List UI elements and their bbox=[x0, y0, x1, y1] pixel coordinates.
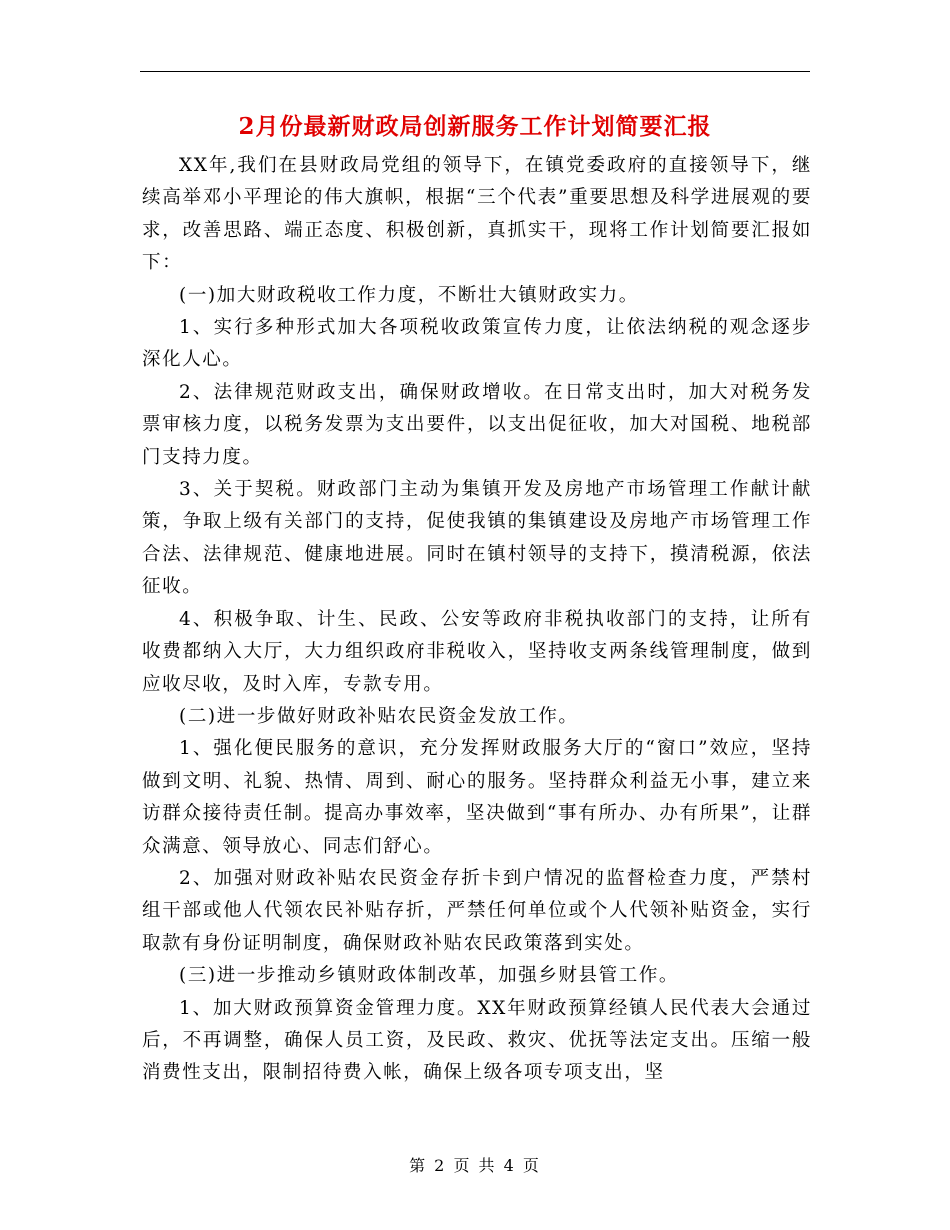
page-footer: 第 2 页 共 4 页 bbox=[409, 1156, 541, 1175]
section-heading-1: (一)加大财政税收工作力度，不断壮大镇财政实力。 bbox=[179, 284, 639, 306]
body-paragraph: 1、加大财政预算资金管理力度。XX年财政预算经镇人民代表大会通过后，不再调整，确保人员工资，及民政、救灾、优抚等法定支出。压缩一般消费性支出，限制招待费入帐，确保上级各项专项支出，坚 bbox=[142, 997, 812, 1084]
body-paragraph: 4、积极争取、计生、民政、公安等政府非税执收部门的支持，让所有收费都纳入大厅，大力组织政府非税收入，坚持收支两条线管理制度，做到应收尽收，及时入库，专款专用。 bbox=[142, 608, 812, 695]
body-paragraph: 2、加强对财政补贴农民资金存折卡到户情况的监督检查力度，严禁村组干部或他人代领农民补贴存折，严禁任何单位或个人代领补贴资金，实行取款有身份证明制度，确保财政补贴农民政策落到实处。 bbox=[142, 867, 812, 954]
section-heading-3: (三)进一步推动乡镇财政体制改革，加强乡财县管工作。 bbox=[179, 965, 680, 987]
body-paragraph: 1、实行多种形式加大各项税收政策宣传力度，让依法纳税的观念逐步深化人心。 bbox=[142, 317, 812, 371]
body-paragraph: 2、法律规范财政支出，确保财政增收。在日常支出时，加大对税务发票审核力度，以税务发票为支出要件，以支出促征收，加大对国税、地税部门支持力度。 bbox=[142, 381, 812, 468]
header-rule bbox=[140, 71, 810, 72]
section-heading-2: (二)进一步做好财政补贴农民资金发放工作。 bbox=[179, 705, 579, 727]
body-paragraph: 3、关于契税。财政部门主动为集镇开发及房地产市场管理工作献计献策，争取上级有关部门的支持，促使我镇的集镇建设及房地产市场管理工作合法、法律规范、健康地进展。同时在镇村领导的支持下，摸清税源，依法征收。 bbox=[142, 479, 812, 598]
body-paragraph: 1、强化便民服务的意识，充分发挥财政服务大厅的“窗口”效应，坚持做到文明、礼貌、热情、周到、耐心的服务。坚持群众利益无小事，建立来访群众接待责任制。提高办事效率，坚决做到“事有所办、办有所果”，让群众满意、领导放心、同志们舒心。 bbox=[142, 738, 812, 857]
document-body bbox=[142, 150, 812, 1090]
intro-paragraph: XX年,我们在县财政局党组的领导下，在镇党委政府的直接领导下，继续高举邓小平理论的伟大旗帜，根据“三个代表”重要思想及科学进展观的要求，改善思路、端正态度、积极创新，真抓实干，现将工作计划简要汇报如下： bbox=[142, 155, 812, 274]
document-title: 2月份最新财政局创新服务工作计划简要汇报 bbox=[238, 113, 712, 140]
